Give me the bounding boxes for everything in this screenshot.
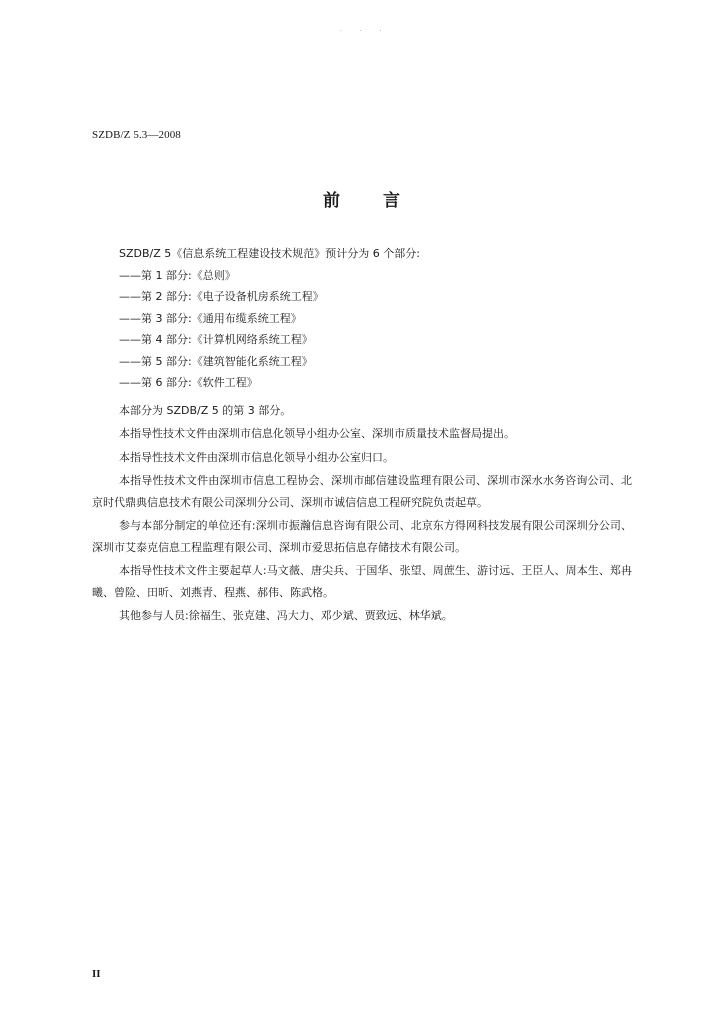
part-item-2: ——第 2 部分:《电子设备机房系统工程》	[119, 290, 324, 303]
title-char-1: 前	[323, 191, 341, 211]
paragraph-other-participants: 其他参与人员:徐福生、张克建、冯大力、邓少斌、贾致远、林华斌。	[119, 609, 453, 622]
part-item-1: ——第 1 部分:《总则》	[119, 268, 236, 282]
paragraph-proposer: 本指导性技术文件由深圳市信息化领导小组办公室、深圳市质量技术监督局提出。	[119, 427, 515, 440]
scan-mark: . . .	[340, 26, 390, 33]
part-item-4: ——第 4 部分:《计算机网络系统工程》	[119, 333, 313, 346]
part-item-6: ——第 6 部分:《软件工程》	[119, 376, 258, 389]
paragraph-part-statement: 本部分为 SZDB/Z 5 的第 3 部分。	[119, 403, 292, 417]
foreword-body	[92, 243, 632, 627]
intro-paragraph: SZDB/Z 5《信息系统工程建设技术规范》预计分为 6 个部分:	[119, 247, 420, 260]
title-char-2: 言	[383, 191, 401, 211]
part-item-3: ——第 3 部分:《通用布缆系统工程》	[119, 311, 302, 325]
paragraph-participants-org: 参与本部分制定的单位还有:深圳市振瀚信息咨询有限公司、北京东方得网科技发展有限公司深圳分公司、深圳市艾泰克信息工程监理有限公司、深圳市爱思拓信息存储技术有限公司。	[92, 519, 632, 554]
page-title	[0, 186, 724, 211]
paragraph-administrator: 本指导性技术文件由深圳市信息化领导小组办公室归口。	[119, 450, 394, 464]
paragraph-main-drafters: 本指导性技术文件主要起草人:马文薇、唐尖兵、于国华、张望、周蔗生、游讨远、王臣人、周本生、郑冉曦、曾险、田昕、刘燕青、程燕、郝伟、陈武格。	[92, 564, 632, 599]
part-item-5: ——第 5 部分:《建筑智能化系统工程》	[119, 354, 313, 368]
document-code: SZDB/Z 5.3—2008	[92, 129, 181, 141]
paragraph-drafters-org: 本指导性技术文件由深圳市信息工程协会、深圳市邮信建设监理有限公司、深圳市深水水务咨询公司、北京时代鼎典信息技术有限公司深圳分公司、深圳市诚信信息工程研究院负责起草。	[92, 474, 632, 509]
page-number: II	[92, 968, 101, 980]
